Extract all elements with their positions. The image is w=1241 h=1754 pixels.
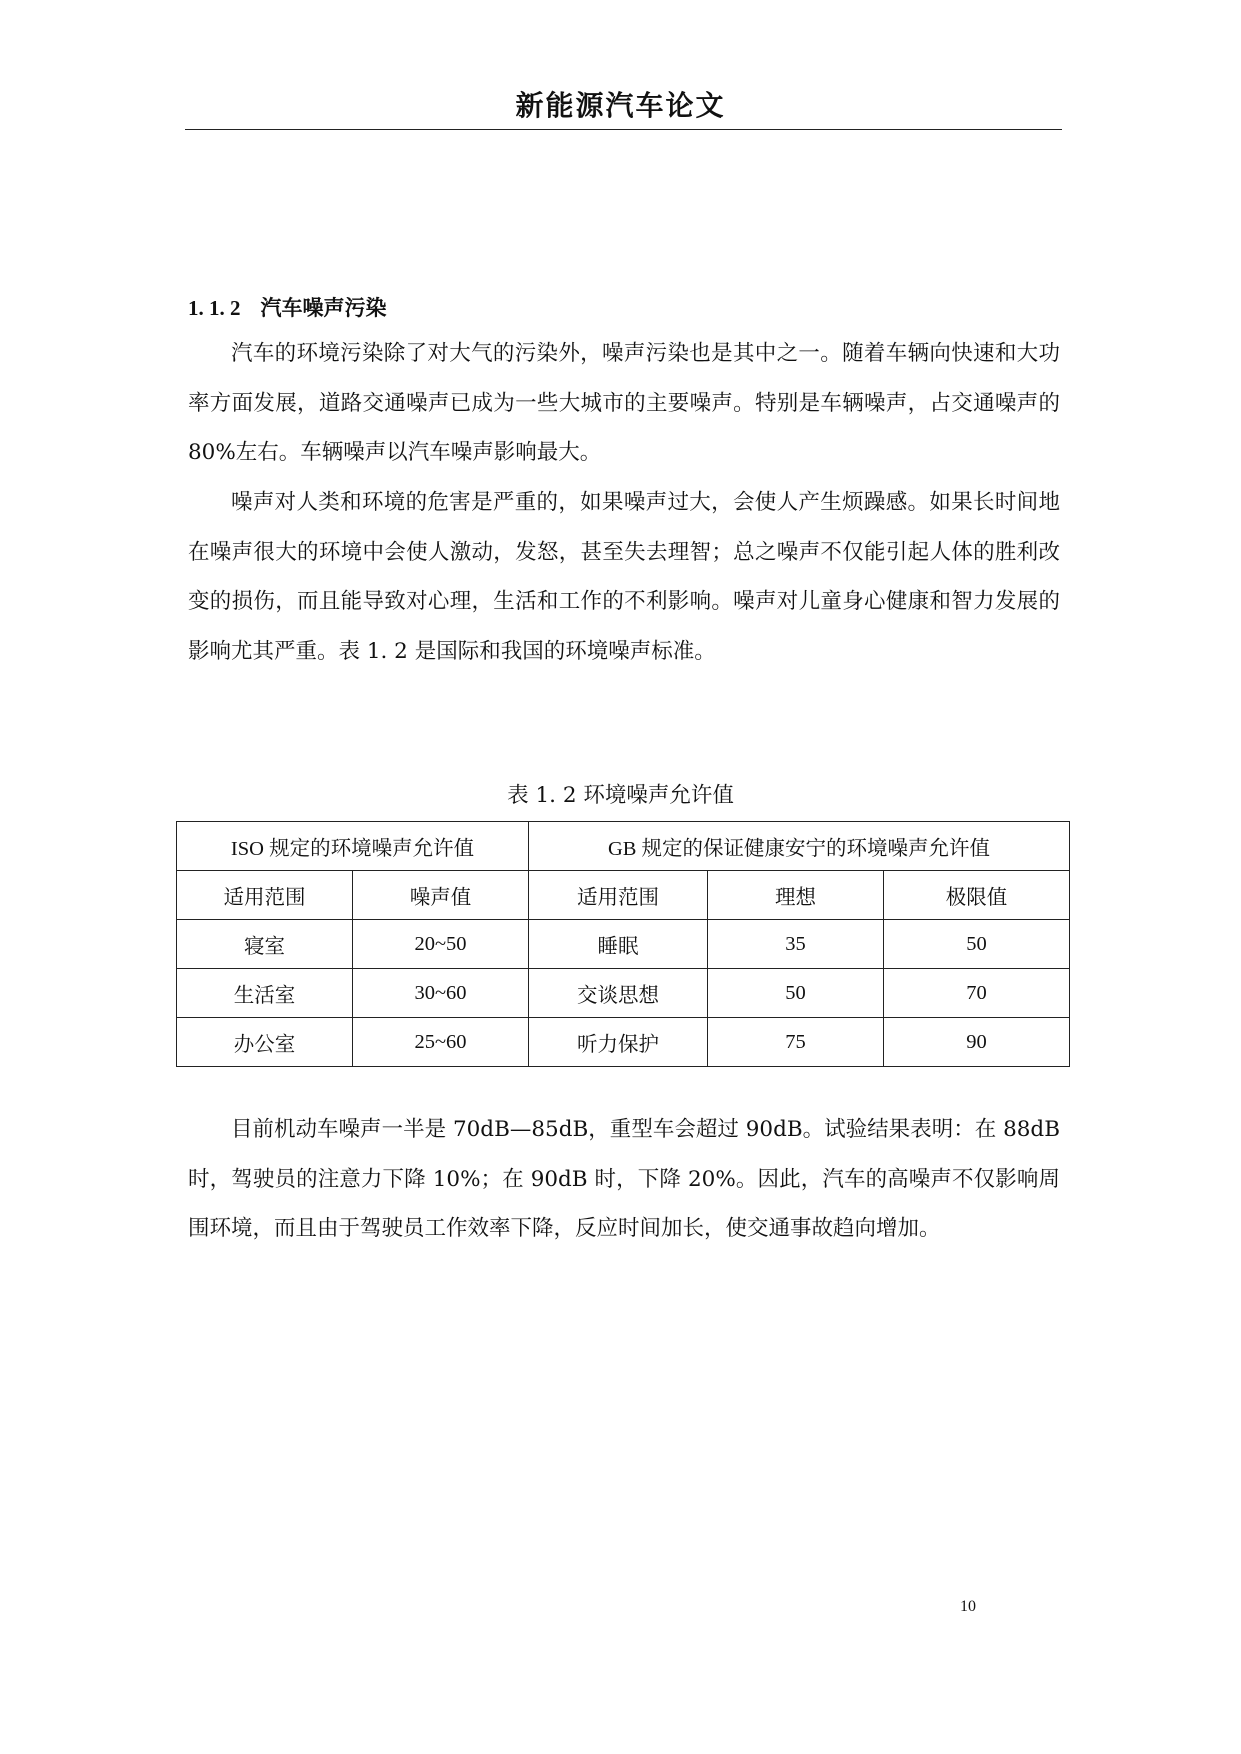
table-cell: 睡眠 [529,920,708,969]
table-cell: 寝室 [177,920,353,969]
paragraph-3: 目前机动车噪声一半是 70dB—85dB，重型车会超过 90dB。试验结果表明：在 88dB 时，驾驶员的注意力下降 10%；在 90dB 时，下降 20%。因此，汽车的高噪声不仅影响周围环境，而且由于驾驶员工作效率下降，反应时间加长，使交通事故趋向增加。 [188,1117,1060,1241]
table-cell: 50 [884,920,1070,969]
table-cell: 听力保护 [529,1018,708,1067]
column-header: 适用范围 [529,871,708,920]
table-row [177,920,1070,969]
iso-group-header: ISO 规定的环境噪声允许值 [177,822,529,871]
paragraph-1: 汽车的环境污染除了对大气的污染外，噪声污染也是其中之一。随着车辆向快速和大功率方面发展，道路交通噪声已成为一些大城市的主要噪声。特别是车辆噪声，占交通噪声的 80%左右。车辆噪声以汽车噪声影响最大。 [188,341,1060,465]
table-caption: 表 1. 2 环境噪声允许值 [507,783,734,808]
header-divider [185,129,1062,130]
table-cell: 90 [884,1018,1070,1067]
section-heading [188,292,387,322]
table-cell: 办公室 [177,1018,353,1067]
table-cell: 30~60 [353,969,529,1018]
table-cell: 70 [884,969,1070,1018]
gb-group-header: GB 规定的保证健康安宁的环境噪声允许值 [529,822,1070,871]
column-header: 噪声值 [353,871,529,920]
table-row [177,969,1070,1018]
paragraph-2: 噪声对人类和环境的危害是严重的，如果噪声过大，会使人产生烦躁感。如果长时间地在噪声很大的环境中会使人激动，发怒，甚至失去理智；总之噪声不仅能引起人体的胜利改变的损伤，而且能导致对心理，生活和工作的不利影响。噪声对儿童身心健康和智力发展的影响尤其严重。表 1. 2 是国际和我国的环境噪声标准。 [188,490,1060,664]
section-title: 汽车噪声污染 [260,296,387,320]
table-cell: 50 [708,969,884,1018]
table-row [177,1018,1070,1067]
table-group-header-row [177,822,1070,871]
noise-limits-table [176,821,1070,1067]
table-cell: 25~60 [353,1018,529,1067]
table-column-header-row [177,871,1070,920]
table-cell: 生活室 [177,969,353,1018]
column-header: 理想 [708,871,884,920]
table-cell: 75 [708,1018,884,1067]
page-number: 10 [960,1598,976,1615]
column-header: 适用范围 [177,871,353,920]
page-header-title: 新能源汽车论文 [515,89,726,122]
section-number: 1. 1. 2 [188,296,241,320]
table-cell: 20~50 [353,920,529,969]
table-cell: 交谈思想 [529,969,708,1018]
column-header: 极限值 [884,871,1070,920]
table-cell: 35 [708,920,884,969]
